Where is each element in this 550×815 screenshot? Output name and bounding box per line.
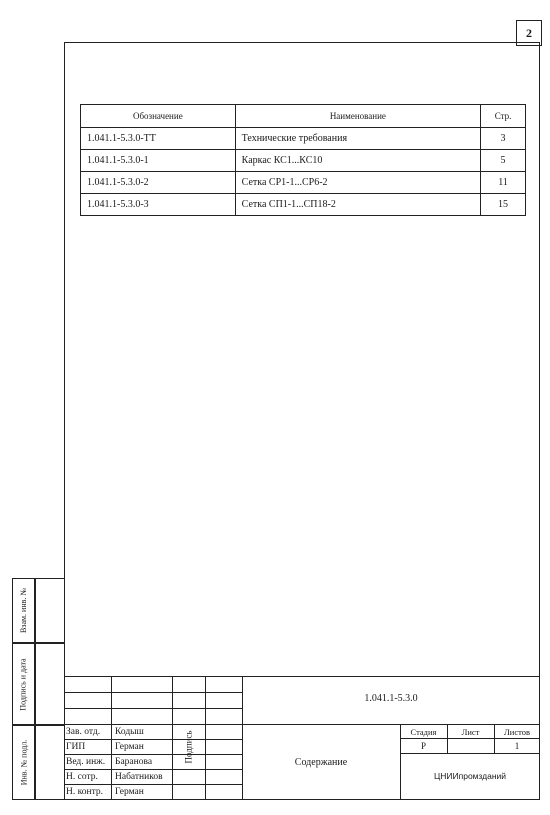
person-name: Герман — [115, 787, 144, 797]
designation-cell: 1.041.1-5.3.0-3 — [81, 194, 236, 216]
name-cell: Каркас КС1...КС10 — [235, 150, 480, 172]
designation-cell: 1.041.1-5.3.0-2 — [81, 172, 236, 194]
page-cell: 5 — [481, 150, 526, 172]
page-cell: 15 — [481, 194, 526, 216]
role-label: Н. контр. — [66, 787, 103, 797]
role-label: Зав. отд. — [66, 727, 101, 737]
sheets-label: Листов — [504, 727, 530, 737]
table-row — [81, 194, 526, 216]
person-name: Кодыш — [115, 727, 144, 737]
inv-original-cell — [12, 725, 35, 800]
inv-original-label: Инв. № подл. — [19, 739, 28, 786]
table-row — [81, 172, 526, 194]
replaced-inv-cell — [12, 578, 35, 643]
signature-header-cell — [172, 724, 205, 769]
stage-value: Р — [420, 741, 426, 751]
document-title: Содержание — [294, 757, 348, 768]
table-row — [81, 128, 526, 150]
role-label: ГИП — [66, 742, 86, 752]
person-name: Набатников — [115, 772, 163, 782]
page-number: 2 — [516, 20, 542, 46]
sign-date-cell — [12, 643, 35, 725]
contents-header-row — [81, 105, 526, 128]
role-label: Вед. инж. — [66, 757, 106, 767]
person-name: Герман — [115, 742, 144, 752]
inv-original-value-cell — [35, 725, 65, 800]
contents-table — [80, 104, 526, 216]
role-label: Н. сотр. — [66, 772, 98, 782]
page-cell: 3 — [481, 128, 526, 150]
sign-date-value-cell — [35, 643, 65, 725]
designation-cell: 1.041.1-5.3.0-ТТ — [81, 128, 236, 150]
document-code: 1.041.1-5.3.0 — [364, 693, 418, 704]
name-header: Наименование — [235, 105, 480, 128]
designation-cell: 1.041.1-5.3.0-1 — [81, 150, 236, 172]
name-cell: Сетка СР1-1...СР6-2 — [235, 172, 480, 194]
signature-header: Подпись — [183, 729, 194, 764]
sheets-value: 1 — [514, 741, 520, 751]
name-cell: Сетка СП1-1...СП18-2 — [235, 194, 480, 216]
designation-header: Обозначение — [81, 105, 236, 128]
organization: ЦНИИпромзданий — [433, 771, 507, 781]
stage-label: Стадия — [410, 727, 437, 737]
sheet-label: Лист — [461, 727, 480, 737]
sign-date-label: Подпись и дата — [19, 657, 28, 711]
replaced-inv-label: Взам. инв. № — [19, 587, 28, 634]
page-cell: 11 — [481, 172, 526, 194]
person-name: Баранова — [115, 757, 153, 767]
page-header: Стр. — [481, 105, 526, 128]
replaced-inv-value-cell — [35, 578, 65, 643]
table-row — [81, 150, 526, 172]
name-cell: Технические требования — [235, 128, 480, 150]
